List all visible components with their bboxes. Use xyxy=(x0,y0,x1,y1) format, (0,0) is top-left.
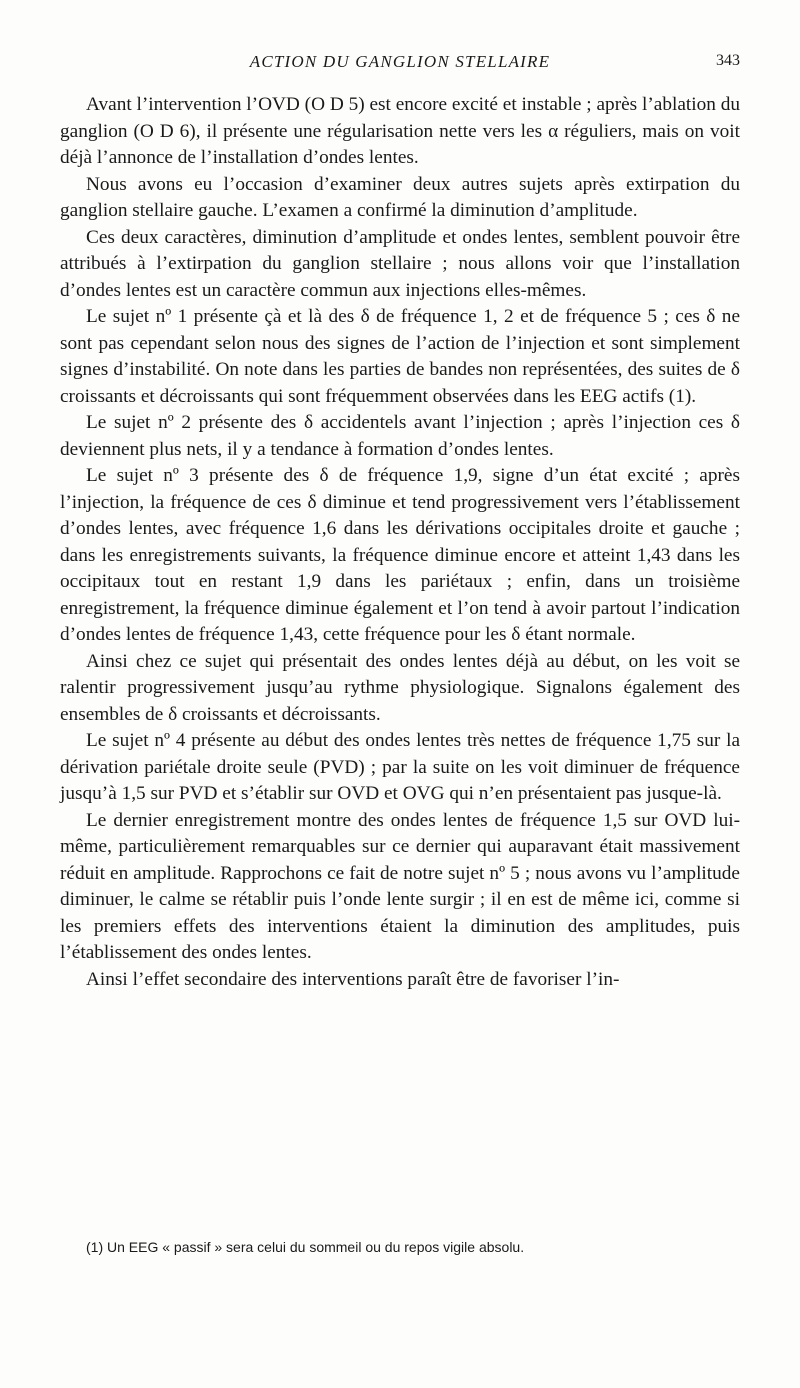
paragraph-7: Ainsi chez ce sujet qui présentait des ondes lentes déjà au début, on les voit se ralentir progressivement jusqu’au rythme physiologique. Signalons également des ensembles de δ croissants et décroissants. xyxy=(60,650,740,725)
page-number: 343 xyxy=(716,52,740,69)
paragraph-6: Le sujet nº 3 présente des δ de fréquence 1,9, signe d’un état excité ; après l’injection, la fréquence de ces δ diminue et tend progressivement vers l’établissement d’ondes lentes, avec fréquence 1,6 dans les dérivations occipitales droite et gauche ; dans les enregistrements suivants, la fréquence diminue encore et atteint 1,43 dans les occipitaux tout en restant 1,9 dans les pariétaux ; enfin, dans un troisième enregistrement, la fréquence diminue également et l’on tend à avoir partout l’indication d’ondes lentes de fréquence 1,43, cette fréquence pour les δ étant normale. xyxy=(60,465,740,645)
paragraph-5: Le sujet nº 2 présente des δ accidentels avant l’injection ; après l’injection ces δ deviennent plus nets, il y a tendance à formation d’ondes lentes. xyxy=(60,412,740,460)
paragraph-10: Ainsi l’effet secondaire des interventions paraît être de favoriser l’in- xyxy=(86,968,620,990)
body-text xyxy=(60,92,740,993)
paragraph-2: Nous avons eu l’occasion d’examiner deux autres sujets après extirpation du ganglion stellaire gauche. L’examen a confirmé la diminution d’amplitude. xyxy=(60,173,740,221)
paragraph-9: Le dernier enregistrement montre des ondes lentes de fréquence 1,5 sur OVD lui-même, particulièrement remarquables sur ce dernier qui auparavant était massivement réduit en amplitude. Rapprochons ce fait de notre sujet nº 5 ; nous avons vu l’amplitude diminuer, le calme se rétablir puis l’onde lente surgir ; il en est de même ici, comme si les premiers effets des interventions étaient la diminution des amplitudes, puis l’établissement des ondes lentes. xyxy=(60,809,740,963)
paragraph-8: Le sujet nº 4 présente au début des ondes lentes très nettes de fréquence 1,75 sur la dérivation pariétale droite seule (PVD) ; par la suite on les voit diminuer de fréquence jusqu’à 1,5 sur PVD et s’établir sur OVD et OVG qui n’en présentaient pas jusque-là. xyxy=(60,730,740,804)
running-head xyxy=(60,52,740,80)
footnote: (1) Un EEG « passif » sera celui du sommeil ou du repos vigile absolu. xyxy=(86,1239,525,1255)
paragraph-4: Le sujet nº 1 présente çà et là des δ de fréquence 1, 2 et de fréquence 5 ; ces δ ne sont pas cependant selon nous des signes de l’action de l’injection et sont simplement signes d’instabilité. On note dans les parties de bandes non représentées, des suites de δ croissants et décroissants qui sont fréquemment observées dans les EEG actifs (1). xyxy=(60,306,740,407)
paragraph-1: Avant l’intervention l’OVD (O D 5) est encore excité et instable ; après l’ablation du ganglion (O D 6), il présente une régularisation nette vers les α réguliers, mais on voit déjà l’annonce de l’installation d’ondes lentes. xyxy=(60,94,740,168)
running-title: ACTION DU GANGLION STELLAIRE xyxy=(249,52,551,71)
paragraph-3: Ces deux caractères, diminution d’amplitude et ondes lentes, semblent pouvoir être attribués à l’extirpation du ganglion stellaire ; nous allons voir que l’installation d’ondes lentes est un caractère commun aux injections elles-mêmes. xyxy=(60,226,740,301)
